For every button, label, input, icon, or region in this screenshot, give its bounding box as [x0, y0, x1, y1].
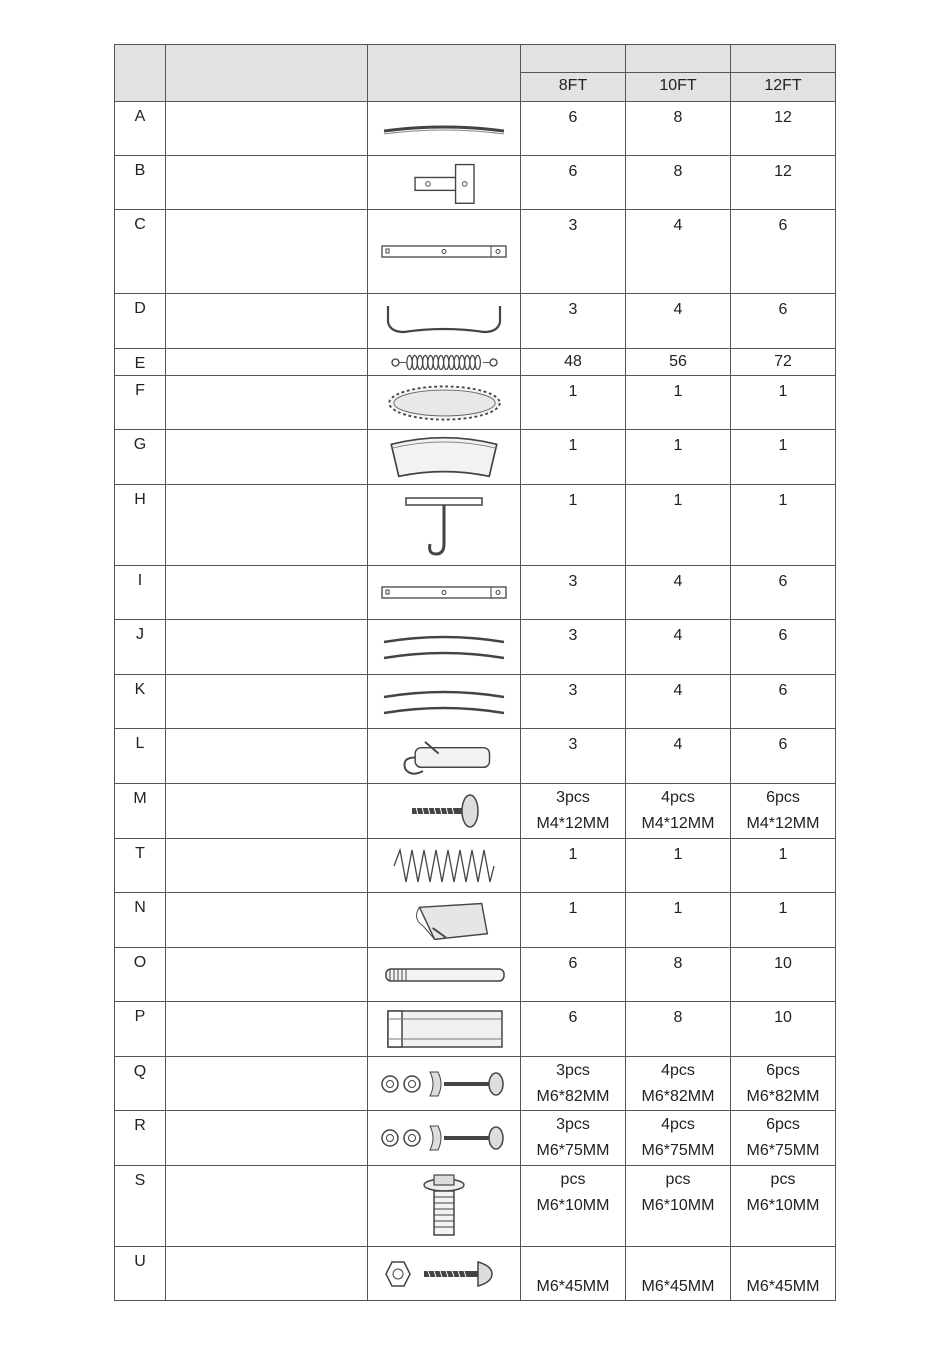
- qty-8ft: [521, 210, 626, 294]
- net-bag-icon: [368, 896, 520, 945]
- flange-bolt-icon: [368, 1169, 520, 1243]
- part-description: [166, 784, 368, 839]
- qty-8ft: [521, 294, 626, 349]
- qty-count: 8: [673, 955, 683, 972]
- part-code: O: [115, 948, 166, 1002]
- qty-size: M4*12MM: [746, 815, 820, 832]
- qty-size: M6*82MM: [536, 1088, 610, 1105]
- qty-size: M6*82MM: [746, 1088, 820, 1105]
- qty-count: 3: [568, 573, 578, 590]
- qty-size: M6*75MM: [536, 1142, 610, 1159]
- qty-count: 1: [568, 492, 578, 509]
- bolt-set-icon: [368, 1118, 520, 1158]
- qty-12ft: [731, 948, 836, 1002]
- part-row-k: [115, 675, 836, 729]
- qty-12ft: [731, 1111, 836, 1166]
- part-code: R: [115, 1111, 166, 1166]
- header-qty-cell: [731, 45, 836, 73]
- qty-10ft: [626, 566, 731, 620]
- size-header-8ft: 8FT: [521, 73, 626, 102]
- qty-10ft: [626, 349, 731, 376]
- curved-tube-icon: [368, 109, 520, 149]
- foam-sleeve-icon: [368, 1005, 520, 1053]
- part-picture: [368, 1247, 521, 1301]
- qty-12ft: [731, 839, 836, 893]
- qty-10ft: [626, 210, 731, 294]
- qty-count: 1: [778, 492, 788, 509]
- part-row-s: [115, 1166, 836, 1247]
- qty-8ft: [521, 675, 626, 729]
- qty-12ft: [731, 1166, 836, 1247]
- qty-count: 4pcs: [661, 789, 695, 806]
- part-code: S: [115, 1166, 166, 1247]
- part-row-f: [115, 376, 836, 430]
- screw-icon: [368, 787, 520, 835]
- qty-count: 4: [673, 627, 683, 644]
- safety-pad-icon: [368, 433, 520, 482]
- qty-count: 4: [673, 736, 683, 753]
- qty-8ft: [521, 948, 626, 1002]
- qty-10ft: [626, 1247, 731, 1301]
- qty-12ft: [731, 675, 836, 729]
- qty-12ft: [731, 349, 836, 376]
- qty-count: 3pcs: [556, 789, 590, 806]
- part-code: N: [115, 893, 166, 948]
- header-qty-cell: [521, 45, 626, 73]
- part-picture: [368, 1002, 521, 1057]
- tube-clip-icon: [368, 732, 520, 781]
- part-picture: [368, 1057, 521, 1111]
- straight-tube-icon: [368, 239, 520, 265]
- qty-12ft: [731, 620, 836, 675]
- part-description: [166, 729, 368, 784]
- qty-count: pcs: [770, 1171, 796, 1188]
- qty-12ft: [731, 729, 836, 784]
- part-row-h: [115, 485, 836, 566]
- qty-10ft: [626, 1111, 731, 1166]
- qty-8ft: [521, 376, 626, 430]
- qty-count: 1: [673, 437, 683, 454]
- part-picture: [368, 156, 521, 210]
- qty-8ft: [521, 893, 626, 948]
- header-code-cell: [115, 45, 166, 102]
- part-picture: [368, 675, 521, 729]
- part-row-p: [115, 1002, 836, 1057]
- qty-10ft: [626, 430, 731, 485]
- t-connector-icon: [368, 159, 520, 207]
- straight-tube-icon: [368, 580, 520, 606]
- qty-12ft: [731, 1002, 836, 1057]
- qty-10ft: [626, 485, 731, 566]
- header-description-cell: [166, 45, 368, 102]
- qty-count: 4pcs: [661, 1062, 695, 1079]
- part-row-u: [115, 1247, 836, 1301]
- qty-12ft: [731, 294, 836, 349]
- qty-count: 1: [778, 383, 788, 400]
- qty-count: 3pcs: [556, 1062, 590, 1079]
- qty-10ft: [626, 1166, 731, 1247]
- qty-size: M6*10MM: [536, 1197, 610, 1214]
- qty-count: 3: [568, 627, 578, 644]
- part-row-m: [115, 784, 836, 839]
- qty-count: 8: [673, 1009, 683, 1026]
- qty-10ft: [626, 376, 731, 430]
- part-description: [166, 294, 368, 349]
- qty-10ft: [626, 948, 731, 1002]
- part-code: L: [115, 729, 166, 784]
- part-description: [166, 566, 368, 620]
- qty-count: 1: [568, 383, 578, 400]
- part-row-b: [115, 156, 836, 210]
- qty-8ft: [521, 566, 626, 620]
- qty-size: M6*75MM: [746, 1142, 820, 1159]
- qty-count: 6pcs: [766, 1062, 800, 1079]
- qty-count: 72: [774, 353, 792, 370]
- part-row-d: [115, 294, 836, 349]
- nut-bolt-icon: [368, 1252, 520, 1296]
- qty-count: 6: [778, 682, 788, 699]
- part-description: [166, 210, 368, 294]
- qty-count: 1: [778, 437, 788, 454]
- qty-10ft: [626, 893, 731, 948]
- part-description: [166, 102, 368, 156]
- qty-10ft: [626, 839, 731, 893]
- qty-count: 10: [774, 955, 792, 972]
- spring-icon: [368, 352, 520, 373]
- qty-count: 6: [568, 163, 578, 180]
- qty-count: 1: [778, 900, 788, 917]
- qty-count: 6pcs: [766, 1116, 800, 1133]
- part-code: P: [115, 1002, 166, 1057]
- qty-count: [521, 1247, 625, 1271]
- part-picture: [368, 839, 521, 893]
- part-picture: [368, 294, 521, 349]
- qty-8ft: [521, 485, 626, 566]
- part-row-g: [115, 430, 836, 485]
- qty-10ft: [626, 729, 731, 784]
- qty-8ft: [521, 1002, 626, 1057]
- bolt-set-icon: [368, 1064, 520, 1104]
- qty-count: 12: [774, 109, 792, 126]
- qty-count: 1: [568, 437, 578, 454]
- tension-spring-icon: [368, 842, 520, 890]
- part-code: F: [115, 376, 166, 430]
- qty-10ft: [626, 102, 731, 156]
- qty-count: 1: [673, 846, 683, 863]
- part-description: [166, 1166, 368, 1247]
- part-row-n: [115, 893, 836, 948]
- part-row-i: [115, 566, 836, 620]
- qty-12ft: [731, 1247, 836, 1301]
- qty-count: 6: [778, 627, 788, 644]
- part-picture: [368, 102, 521, 156]
- qty-count: 3: [568, 736, 578, 753]
- qty-12ft: [731, 430, 836, 485]
- part-picture: [368, 485, 521, 566]
- header-picture-cell: [368, 45, 521, 102]
- part-description: [166, 839, 368, 893]
- threaded-rod-icon: [368, 960, 520, 990]
- part-description: [166, 675, 368, 729]
- qty-count: 4: [673, 217, 683, 234]
- spring-puller-icon: [368, 488, 520, 562]
- qty-8ft: [521, 1247, 626, 1301]
- part-code: M: [115, 784, 166, 839]
- qty-count: [731, 1247, 835, 1271]
- part-code: B: [115, 156, 166, 210]
- part-row-q: [115, 1057, 836, 1111]
- qty-size: M6*75MM: [641, 1142, 715, 1159]
- qty-count: 1: [673, 492, 683, 509]
- qty-count: 6: [568, 109, 578, 126]
- qty-count: 56: [669, 353, 687, 370]
- qty-8ft: [521, 156, 626, 210]
- qty-count: 6: [778, 301, 788, 318]
- qty-size: M6*45MM: [746, 1278, 820, 1295]
- qty-size: M6*10MM: [746, 1197, 820, 1214]
- qty-8ft: [521, 784, 626, 839]
- qty-8ft: [521, 620, 626, 675]
- part-description: [166, 620, 368, 675]
- part-picture: [368, 729, 521, 784]
- part-description: [166, 485, 368, 566]
- part-picture: [368, 1166, 521, 1247]
- curved-tube-pair-icon: [368, 681, 520, 723]
- qty-count: 3: [568, 217, 578, 234]
- part-description: [166, 1111, 368, 1166]
- curved-tube-pair-icon: [368, 626, 520, 668]
- qty-count: 6: [778, 736, 788, 753]
- part-picture: [368, 210, 521, 294]
- part-description: [166, 1002, 368, 1057]
- part-code: K: [115, 675, 166, 729]
- qty-10ft: [626, 675, 731, 729]
- part-description: [166, 349, 368, 376]
- qty-8ft: [521, 729, 626, 784]
- part-picture: [368, 948, 521, 1002]
- qty-count: 1: [568, 900, 578, 917]
- qty-count: 3: [568, 682, 578, 699]
- part-row-e: [115, 349, 836, 376]
- part-row-a: [115, 102, 836, 156]
- part-description: [166, 1247, 368, 1301]
- qty-count: 4pcs: [661, 1116, 695, 1133]
- qty-12ft: [731, 893, 836, 948]
- qty-count: 4: [673, 573, 683, 590]
- qty-count: 8: [673, 163, 683, 180]
- qty-count: 1: [778, 846, 788, 863]
- qty-12ft: [731, 1057, 836, 1111]
- parts-list-table: [114, 44, 836, 1301]
- part-picture: [368, 784, 521, 839]
- part-picture: [368, 1111, 521, 1166]
- part-row-r: [115, 1111, 836, 1166]
- qty-12ft: [731, 156, 836, 210]
- part-code: H: [115, 485, 166, 566]
- qty-size: M4*12MM: [641, 815, 715, 832]
- qty-8ft: [521, 1057, 626, 1111]
- qty-10ft: [626, 1057, 731, 1111]
- qty-8ft: [521, 1111, 626, 1166]
- qty-size: M6*45MM: [641, 1278, 715, 1295]
- part-description: [166, 376, 368, 430]
- jumping-mat-icon: [368, 379, 520, 427]
- qty-12ft: [731, 210, 836, 294]
- size-header-10ft: 10FT: [626, 73, 731, 102]
- part-code: D: [115, 294, 166, 349]
- qty-12ft: [731, 376, 836, 430]
- header-row-top: [115, 45, 836, 73]
- qty-count: 1: [673, 900, 683, 917]
- part-code: I: [115, 566, 166, 620]
- part-description: [166, 1057, 368, 1111]
- part-code: C: [115, 210, 166, 294]
- qty-10ft: [626, 1002, 731, 1057]
- qty-10ft: [626, 156, 731, 210]
- part-description: [166, 430, 368, 485]
- qty-10ft: [626, 784, 731, 839]
- qty-count: 6: [568, 955, 578, 972]
- qty-count: 6: [778, 573, 788, 590]
- qty-count: 6pcs: [766, 789, 800, 806]
- qty-size: M6*10MM: [641, 1197, 715, 1214]
- qty-8ft: [521, 430, 626, 485]
- qty-count: pcs: [560, 1171, 586, 1188]
- part-picture: [368, 620, 521, 675]
- qty-size: M4*12MM: [536, 815, 610, 832]
- part-picture: [368, 566, 521, 620]
- qty-8ft: [521, 839, 626, 893]
- qty-count: 3: [568, 301, 578, 318]
- qty-count: 1: [673, 383, 683, 400]
- part-picture: [368, 893, 521, 948]
- qty-12ft: [731, 485, 836, 566]
- part-row-c: [115, 210, 836, 294]
- qty-count: 48: [564, 353, 582, 370]
- qty-count: 4: [673, 682, 683, 699]
- part-code: J: [115, 620, 166, 675]
- part-picture: [368, 376, 521, 430]
- qty-count: 12: [774, 163, 792, 180]
- part-row-l: [115, 729, 836, 784]
- part-code: T: [115, 839, 166, 893]
- qty-count: 10: [774, 1009, 792, 1026]
- part-picture: [368, 349, 521, 376]
- part-code: A: [115, 102, 166, 156]
- qty-size: M6*45MM: [536, 1278, 610, 1295]
- part-code: G: [115, 430, 166, 485]
- qty-count: pcs: [665, 1171, 691, 1188]
- part-picture: [368, 430, 521, 485]
- qty-size: M6*82MM: [641, 1088, 715, 1105]
- part-row-j: [115, 620, 836, 675]
- w-leg-icon: [368, 300, 520, 342]
- part-code: Q: [115, 1057, 166, 1111]
- part-row-t: [115, 839, 836, 893]
- part-row-o: [115, 948, 836, 1002]
- qty-8ft: [521, 102, 626, 156]
- qty-8ft: [521, 349, 626, 376]
- qty-12ft: [731, 102, 836, 156]
- qty-12ft: [731, 566, 836, 620]
- part-code: U: [115, 1247, 166, 1301]
- qty-8ft: [521, 1166, 626, 1247]
- qty-count: 1: [568, 846, 578, 863]
- qty-count: [626, 1247, 730, 1271]
- part-description: [166, 893, 368, 948]
- part-description: [166, 156, 368, 210]
- header-qty-cell: [626, 45, 731, 73]
- part-code: E: [115, 349, 166, 376]
- qty-count: 6: [568, 1009, 578, 1026]
- qty-count: 6: [778, 217, 788, 234]
- qty-count: 3pcs: [556, 1116, 590, 1133]
- size-header-12ft: 12FT: [731, 73, 836, 102]
- qty-count: 4: [673, 301, 683, 318]
- qty-12ft: [731, 784, 836, 839]
- qty-count: 8: [673, 109, 683, 126]
- part-description: [166, 948, 368, 1002]
- qty-10ft: [626, 294, 731, 349]
- qty-10ft: [626, 620, 731, 675]
